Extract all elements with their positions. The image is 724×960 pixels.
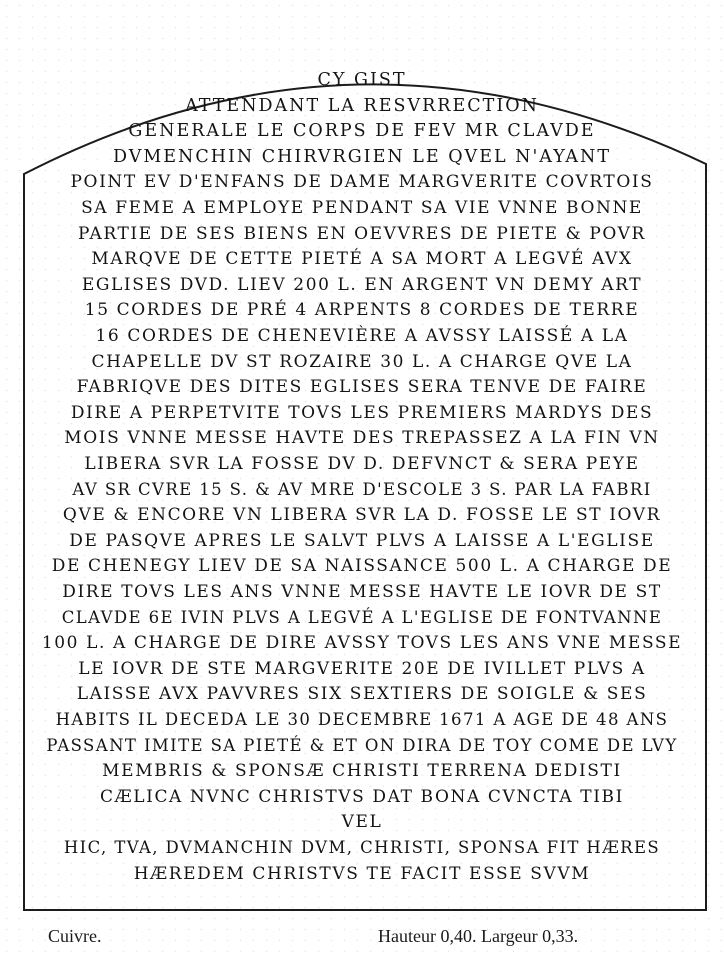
inscription-line: DVMENCHIN CHIRVRGIEN LE QVEL N'AYANT [112, 146, 612, 167]
inscription-line: 16 CORDES DE CHENEVIÈRE A AVSSY LAISSÉ A LA [95, 326, 629, 346]
inscription-line: DIRE TOVS LES ANS VNNE MESSE HAVTE LE IOVR DE ST [62, 582, 662, 602]
inscription-line: POINT EV D'ENFANS DE DAME MARGVERITE COVRTOIS [70, 172, 654, 193]
inscription-line: VEL [341, 812, 383, 833]
inscription-line: CY GIST [317, 70, 407, 90]
inscription-line: MEMBRIS & SPONSÆ CHRISTI TERRENA DEDISTI [102, 761, 622, 782]
inscription-line: PASSANT IMITE SA PIETÉ & ET ON DIRA DE TOY COME DE LVY [46, 735, 678, 755]
inscription-line: DE CHENEGY LIEV DE SA NAISSANCE 500 L. A CHARGE DE [51, 556, 673, 577]
inscription-line: LIBERA SVR LA FOSSE DV D. DEFVNCT & SERA PEYE [84, 454, 640, 474]
inscription-line: EGLISES DVD. LIEV 200 L. EN ARGENT VN DEMY ART [81, 274, 643, 295]
inscription-line: DE PASQVE APRES LE SALVT PLVS A LAISSE A L'EGLISE [69, 530, 655, 551]
inscription-line: AV SR CVRE 15 S. & AV MRE D'ESCOLE 3 S. PAR LA FABRI [72, 479, 652, 499]
inscription-line: SA FEME A EMPLOYE PENDANT SA VIE VNNE BONNE [81, 198, 643, 218]
inscription-line: ATTENDANT LA RESVRRECTION [185, 95, 539, 116]
inscription-line: CÆLICA NVNC CHRISTVS DAT BONA CVNCTA TIBI [100, 786, 624, 807]
inscription-line: 100 L. A CHARGE DE DIRE AVSSY TOVS LES ANS VNE MESSE [41, 633, 683, 654]
inscription-line: MARQVE DE CETTE PIETÉ A SA MORT A LEGVÉ AVX [91, 249, 633, 270]
inscription-line: MOIS VNNE MESSE HAVTE DES TREPASSEZ A LA FIN VN [64, 428, 660, 449]
inscription-line: 15 CORDES DE PRÉ 4 ARPENTS 8 CORDES DE TERRE [84, 300, 640, 321]
inscription-line: DIRE A PERPETVITE TOVS LES PREMIERS MARDYS DES [70, 402, 654, 423]
caption-dimensions: Hauteur 0,40. Largeur 0,33. [378, 926, 579, 946]
inscription-line: HIC, TVA, DVMANCHIN DVM, CHRISTI, SPONSA FIT HÆRES [63, 838, 661, 857]
inscription-line: HABITS IL DECEDA LE 30 DECEMBRE 1671 A AGE DE 48 ANS [55, 710, 669, 729]
inscription-line: HÆREDEM CHRISTVS TE FACIT ESSE SVVM [133, 863, 591, 884]
inscription-line: PARTIE DE SES BIENS EN OEVVRES DE PIETE & POVR [78, 223, 646, 244]
inscription-line: CHAPELLE DV ST ROZAIRE 30 L. A CHARGE QVE LA [91, 351, 633, 372]
inscription-line: CLAVDE 6E IVIN PLVS A LEGVÉ A L'EGLISE DE FONTVANNE [61, 607, 663, 627]
caption-material: Cuivre. [48, 926, 102, 946]
inscription-line: FABRIQVE DES DITES EGLISES SERA TENVE DE FAIRE [76, 377, 648, 398]
inscription-line: GENERALE LE CORPS DE FEV MR CLAVDE [128, 121, 596, 142]
inscription-line: QVE & ENCORE VN LIBERA SVR LA D. FOSSE LE ST IOVR [62, 505, 662, 526]
inscription-line: LE IOVR DE STE MARGVERITE 20E DE IVILLET PLVS A [78, 658, 646, 679]
inscription-line: LAISSE AVX PAVVRES SIX SEXTIERS DE SOIGLE & SES [76, 684, 648, 705]
